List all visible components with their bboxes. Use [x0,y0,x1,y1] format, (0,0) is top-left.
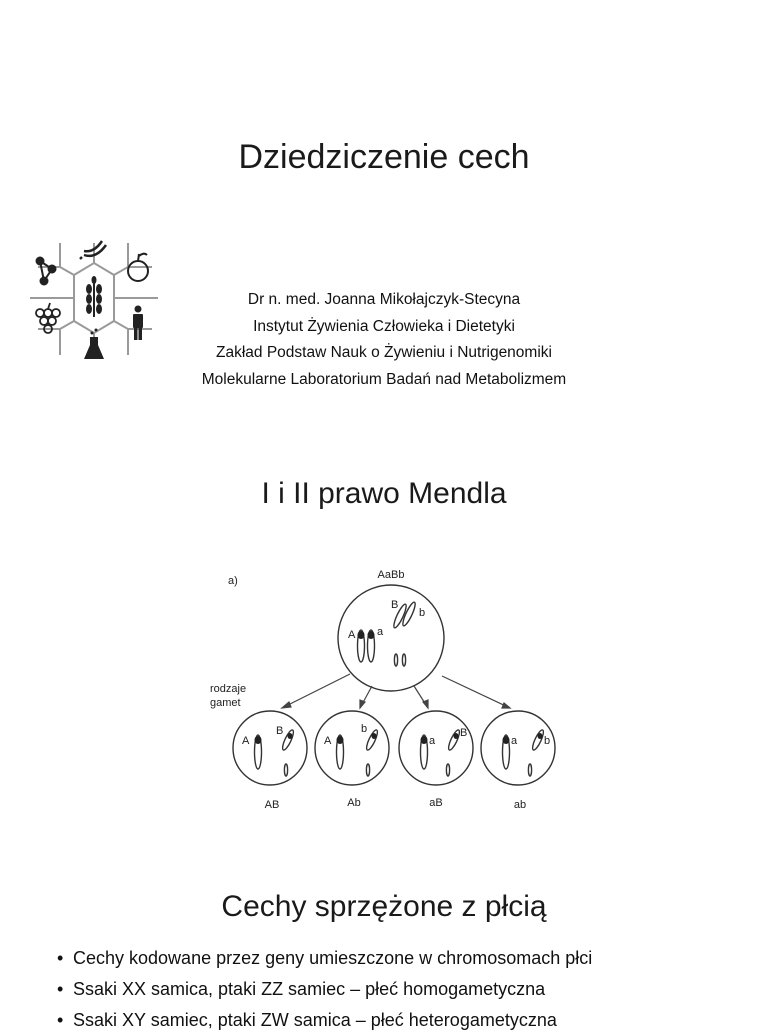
slide-title-sex-linked: Cechy sprzężone z płcią [221,890,547,923]
gamete4-allele-a: a [511,735,518,747]
gamete3-allele-B: B [460,727,468,739]
parent-allele-B: B [391,599,399,611]
sex-linked-bullet-list [57,943,757,1036]
gamete-cell-aB [399,711,473,785]
gamete-label-ab: ab [513,799,527,811]
gamete2-allele-A: A [324,735,332,747]
person-icon [133,306,143,341]
panel-label: a) [228,575,238,587]
gamete-label-AB: AB [264,799,280,811]
affiliation-laboratory: Molekularne Laboratorium Badań nad Metabolizmem [201,370,567,388]
parent-allele-a: a [377,626,384,638]
author-name: Dr n. med. Joanna Mikołajczyk-Stecyna [247,291,521,308]
parent-genotype-label: AaBb [377,569,405,581]
slide-title-inheritance: Dziedziczenie cech [238,138,530,176]
mendel-gametes-diagram [200,562,572,820]
gamete-cell-Ab [315,711,389,785]
parent-allele-A: A [348,629,356,641]
bullet-item: • Ssaki XX samica, ptaki ZZ samiec – płeć homogametyczna [57,974,757,1005]
affiliation-department: Zakład Podstaw Nauk o Żywieniu i Nutrigenomiki [216,344,552,361]
molecule-icon [37,258,56,285]
gamete2-allele-b: b [361,723,368,735]
gametes-label-line2: gamet [210,697,241,709]
gamete1-allele-A: A [242,735,250,747]
gamete3-allele-a: a [429,735,436,747]
author-affiliation-block [160,287,608,393]
bullet-item: • Cechy kodowane przez geny umieszczone w chromosomach płci [57,943,757,974]
gamete-label-Ab: Ab [347,797,361,809]
wheat-icon [86,276,102,317]
gametes-label-line1: rodzaje [210,683,247,695]
gamete-label-aB: aB [429,797,443,809]
affiliation-institute: Instytut Żywienia Człowieka i Dietetyki [253,317,515,335]
gamete1-allele-B: B [276,725,284,737]
slide-title-mendel: I i II prawo Mendla [261,477,507,510]
gamete4-allele-b: b [544,735,551,747]
gamete-cell-AB [233,711,307,785]
nutrition-logo [30,233,158,363]
parent-allele-b: b [419,607,426,619]
gamete-cell-ab [481,711,555,785]
bullet-item: • Ssaki XY samiec, ptaki ZW samica – płeć heterogametyczna [57,1005,757,1036]
